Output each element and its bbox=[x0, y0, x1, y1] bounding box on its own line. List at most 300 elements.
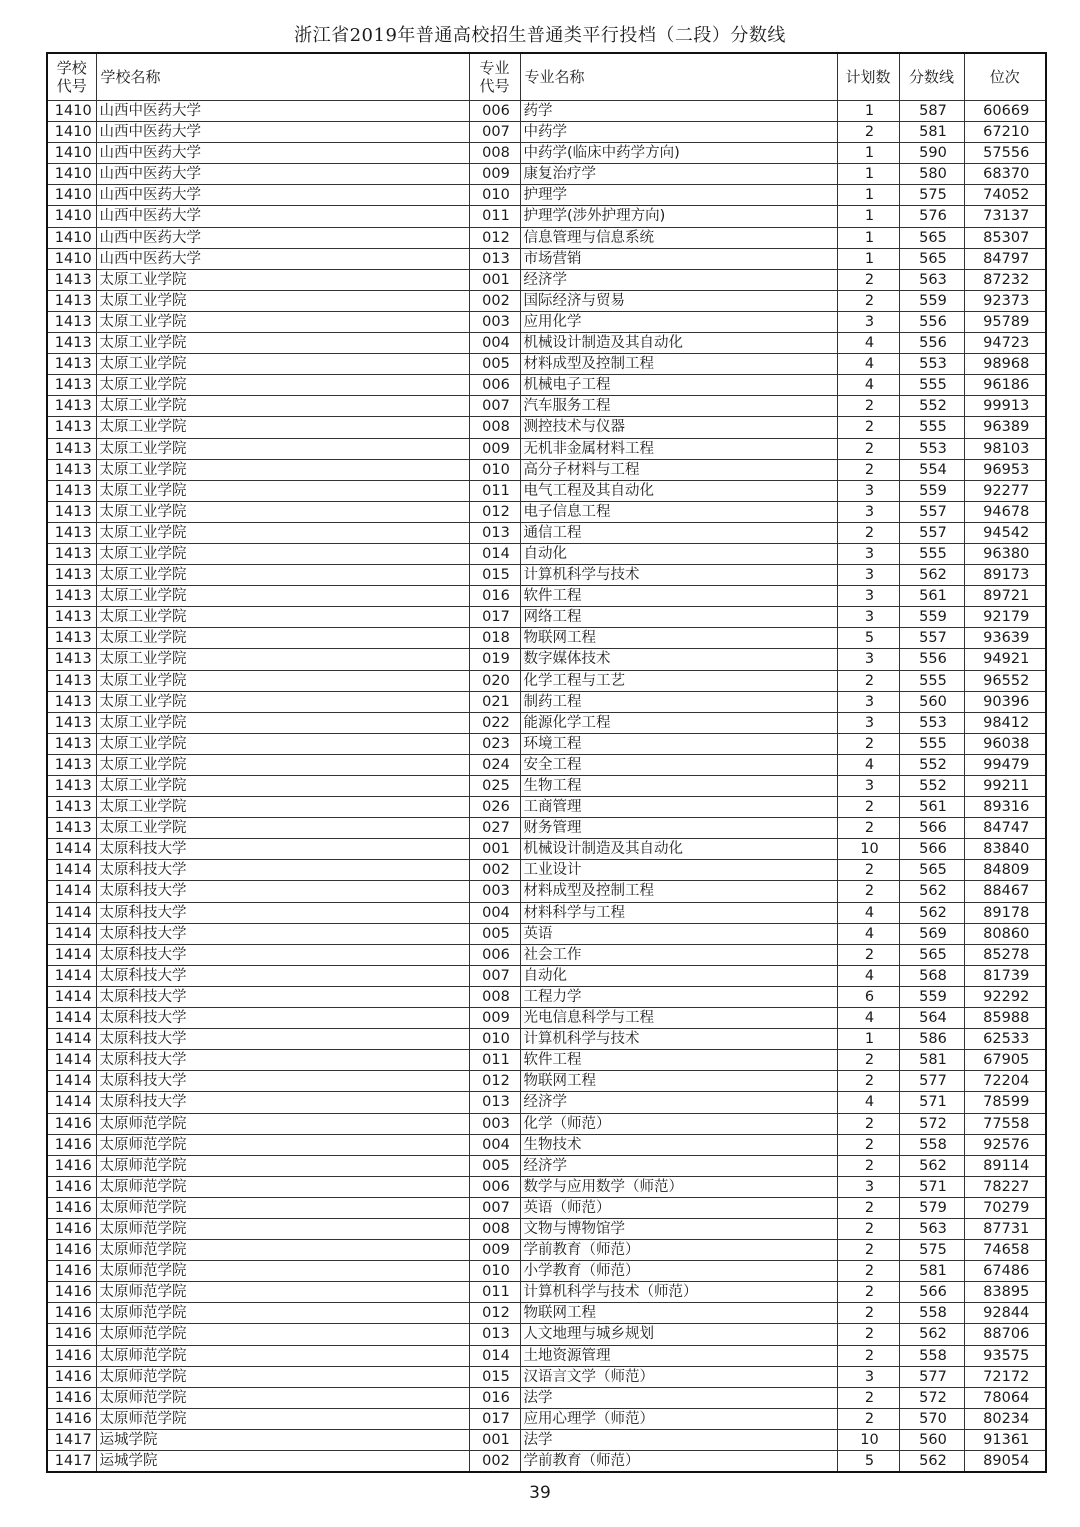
table-row bbox=[47, 1008, 1046, 1029]
cell-score: 566 bbox=[899, 839, 964, 860]
table-row bbox=[47, 902, 1046, 923]
cell-major-name: 网络工程 bbox=[520, 607, 837, 628]
cell-major-name: 电气工程及其自动化 bbox=[520, 480, 837, 501]
cell-major-code: 003 bbox=[469, 311, 520, 332]
cell-major-name: 工商管理 bbox=[520, 797, 837, 818]
table-row bbox=[47, 1071, 1046, 1092]
cell-plan: 10 bbox=[837, 839, 899, 860]
cell-plan: 2 bbox=[837, 1197, 899, 1218]
cell-major-name: 药学 bbox=[520, 101, 837, 122]
cell-school-code: 1416 bbox=[47, 1113, 96, 1134]
table-row bbox=[47, 185, 1046, 206]
cell-plan: 2 bbox=[837, 1134, 899, 1155]
cell-school-code: 1413 bbox=[47, 733, 96, 754]
cell-school-code: 1413 bbox=[47, 776, 96, 797]
cell-major-code: 019 bbox=[469, 649, 520, 670]
cell-rank: 96186 bbox=[964, 375, 1046, 396]
cell-rank: 60669 bbox=[964, 101, 1046, 122]
cell-school-code: 1416 bbox=[47, 1387, 96, 1408]
cell-score: 581 bbox=[899, 122, 964, 143]
cell-plan: 1 bbox=[837, 143, 899, 164]
cell-school-name: 太原师范学院 bbox=[96, 1261, 469, 1282]
cell-school-code: 1413 bbox=[47, 565, 96, 586]
cell-school-code: 1413 bbox=[47, 649, 96, 670]
cell-major-code: 006 bbox=[469, 1176, 520, 1197]
cell-school-name: 太原师范学院 bbox=[96, 1240, 469, 1261]
cell-plan: 4 bbox=[837, 333, 899, 354]
cell-major-name: 环境工程 bbox=[520, 733, 837, 754]
table-row bbox=[47, 1134, 1046, 1155]
cell-school-code: 1413 bbox=[47, 522, 96, 543]
cell-major-name: 人文地理与城乡规划 bbox=[520, 1324, 837, 1345]
cell-score: 571 bbox=[899, 1176, 964, 1197]
cell-score: 575 bbox=[899, 1240, 964, 1261]
table-row bbox=[47, 1324, 1046, 1345]
cell-school-code: 1413 bbox=[47, 691, 96, 712]
cell-school-code: 1416 bbox=[47, 1218, 96, 1239]
cell-major-code: 011 bbox=[469, 1050, 520, 1071]
cell-school-name: 太原师范学院 bbox=[96, 1197, 469, 1218]
cell-rank: 99211 bbox=[964, 776, 1046, 797]
cell-score: 558 bbox=[899, 1303, 964, 1324]
cell-school-code: 1413 bbox=[47, 712, 96, 733]
table-row bbox=[47, 1113, 1046, 1134]
table-row bbox=[47, 227, 1046, 248]
table-row bbox=[47, 860, 1046, 881]
cell-rank: 91361 bbox=[964, 1429, 1046, 1450]
cell-rank: 70279 bbox=[964, 1197, 1046, 1218]
cell-rank: 98103 bbox=[964, 438, 1046, 459]
cell-plan: 3 bbox=[837, 480, 899, 501]
table-row bbox=[47, 396, 1046, 417]
cell-school-name: 太原工业学院 bbox=[96, 628, 469, 649]
cell-major-name: 市场营销 bbox=[520, 248, 837, 269]
table-row bbox=[47, 1451, 1046, 1473]
table-row bbox=[47, 944, 1046, 965]
cell-school-name: 运城学院 bbox=[96, 1451, 469, 1473]
cell-plan: 2 bbox=[837, 1071, 899, 1092]
cell-major-name: 软件工程 bbox=[520, 1050, 837, 1071]
cell-plan: 2 bbox=[837, 417, 899, 438]
header-plan: 计划数 bbox=[837, 53, 899, 101]
cell-major-code: 016 bbox=[469, 586, 520, 607]
cell-score: 579 bbox=[899, 1197, 964, 1218]
cell-school-name: 太原科技大学 bbox=[96, 965, 469, 986]
cell-plan: 2 bbox=[837, 459, 899, 480]
cell-score: 555 bbox=[899, 543, 964, 564]
cell-score: 552 bbox=[899, 754, 964, 775]
cell-score: 557 bbox=[899, 501, 964, 522]
cell-major-name: 机械电子工程 bbox=[520, 375, 837, 396]
table-row bbox=[47, 164, 1046, 185]
cell-school-code: 1414 bbox=[47, 986, 96, 1007]
cell-major-name: 经济学 bbox=[520, 1155, 837, 1176]
table-row bbox=[47, 881, 1046, 902]
cell-plan: 1 bbox=[837, 227, 899, 248]
cell-major-code: 002 bbox=[469, 1451, 520, 1473]
cell-school-code: 1414 bbox=[47, 881, 96, 902]
cell-major-name: 英语（师范） bbox=[520, 1197, 837, 1218]
cell-score: 556 bbox=[899, 649, 964, 670]
cell-rank: 72172 bbox=[964, 1366, 1046, 1387]
cell-major-code: 006 bbox=[469, 101, 520, 122]
cell-school-name: 太原科技大学 bbox=[96, 986, 469, 1007]
cell-school-name: 太原科技大学 bbox=[96, 839, 469, 860]
cell-rank: 84809 bbox=[964, 860, 1046, 881]
cell-score: 576 bbox=[899, 206, 964, 227]
cell-major-code: 007 bbox=[469, 1197, 520, 1218]
cell-school-name: 太原师范学院 bbox=[96, 1113, 469, 1134]
cell-school-name: 太原工业学院 bbox=[96, 269, 469, 290]
cell-school-code: 1416 bbox=[47, 1240, 96, 1261]
cell-plan: 3 bbox=[837, 691, 899, 712]
admission-score-table bbox=[46, 52, 1047, 1473]
cell-school-name: 太原工业学院 bbox=[96, 818, 469, 839]
cell-plan: 1 bbox=[837, 206, 899, 227]
cell-score: 552 bbox=[899, 396, 964, 417]
table-row bbox=[47, 628, 1046, 649]
cell-score: 552 bbox=[899, 776, 964, 797]
cell-major-name: 软件工程 bbox=[520, 586, 837, 607]
cell-score: 559 bbox=[899, 480, 964, 501]
cell-major-code: 002 bbox=[469, 290, 520, 311]
cell-major-name: 英语 bbox=[520, 923, 837, 944]
cell-school-code: 1413 bbox=[47, 396, 96, 417]
cell-plan: 3 bbox=[837, 501, 899, 522]
cell-school-code: 1416 bbox=[47, 1408, 96, 1429]
cell-major-code: 017 bbox=[469, 1408, 520, 1429]
cell-school-name: 太原工业学院 bbox=[96, 417, 469, 438]
cell-school-name: 太原工业学院 bbox=[96, 290, 469, 311]
cell-rank: 90396 bbox=[964, 691, 1046, 712]
cell-rank: 94723 bbox=[964, 333, 1046, 354]
cell-rank: 74052 bbox=[964, 185, 1046, 206]
cell-school-code: 1414 bbox=[47, 923, 96, 944]
cell-major-code: 020 bbox=[469, 670, 520, 691]
cell-school-name: 太原师范学院 bbox=[96, 1345, 469, 1366]
cell-plan: 4 bbox=[837, 923, 899, 944]
cell-school-code: 1414 bbox=[47, 1092, 96, 1113]
cell-school-code: 1413 bbox=[47, 628, 96, 649]
cell-score: 562 bbox=[899, 1155, 964, 1176]
cell-rank: 99913 bbox=[964, 396, 1046, 417]
table-row bbox=[47, 248, 1046, 269]
cell-major-name: 应用心理学（师范） bbox=[520, 1408, 837, 1429]
cell-plan: 2 bbox=[837, 944, 899, 965]
cell-school-name: 山西中医药大学 bbox=[96, 248, 469, 269]
cell-plan: 2 bbox=[837, 1155, 899, 1176]
table-row bbox=[47, 586, 1046, 607]
cell-score: 565 bbox=[899, 860, 964, 881]
cell-major-name: 文物与博物馆学 bbox=[520, 1218, 837, 1239]
cell-major-code: 010 bbox=[469, 185, 520, 206]
page-number: 39 bbox=[529, 1483, 551, 1503]
cell-major-code: 012 bbox=[469, 1303, 520, 1324]
cell-school-code: 1417 bbox=[47, 1429, 96, 1450]
cell-school-code: 1413 bbox=[47, 797, 96, 818]
cell-major-code: 012 bbox=[469, 501, 520, 522]
cell-major-name: 社会工作 bbox=[520, 944, 837, 965]
cell-rank: 95789 bbox=[964, 311, 1046, 332]
cell-plan: 5 bbox=[837, 1451, 899, 1473]
cell-school-code: 1414 bbox=[47, 1071, 96, 1092]
cell-plan: 4 bbox=[837, 1008, 899, 1029]
table-row bbox=[47, 417, 1046, 438]
cell-score: 560 bbox=[899, 1429, 964, 1450]
cell-score: 553 bbox=[899, 712, 964, 733]
cell-score: 571 bbox=[899, 1092, 964, 1113]
cell-major-name: 法学 bbox=[520, 1387, 837, 1408]
cell-major-name: 生物技术 bbox=[520, 1134, 837, 1155]
cell-major-name: 法学 bbox=[520, 1429, 837, 1450]
cell-plan: 2 bbox=[837, 797, 899, 818]
cell-school-code: 1413 bbox=[47, 480, 96, 501]
cell-plan: 3 bbox=[837, 311, 899, 332]
table-row bbox=[47, 1282, 1046, 1303]
cell-school-code: 1410 bbox=[47, 101, 96, 122]
cell-major-name: 汽车服务工程 bbox=[520, 396, 837, 417]
cell-major-name: 化学（师范） bbox=[520, 1113, 837, 1134]
cell-school-name: 太原工业学院 bbox=[96, 501, 469, 522]
cell-major-name: 中药学 bbox=[520, 122, 837, 143]
cell-major-code: 006 bbox=[469, 944, 520, 965]
table-row bbox=[47, 522, 1046, 543]
cell-rank: 96380 bbox=[964, 543, 1046, 564]
cell-plan: 2 bbox=[837, 1408, 899, 1429]
cell-score: 587 bbox=[899, 101, 964, 122]
cell-rank: 99479 bbox=[964, 754, 1046, 775]
cell-score: 557 bbox=[899, 522, 964, 543]
cell-score: 564 bbox=[899, 1008, 964, 1029]
cell-school-name: 太原师范学院 bbox=[96, 1176, 469, 1197]
cell-major-code: 026 bbox=[469, 797, 520, 818]
cell-plan: 3 bbox=[837, 543, 899, 564]
cell-school-name: 太原科技大学 bbox=[96, 1071, 469, 1092]
cell-plan: 2 bbox=[837, 1261, 899, 1282]
cell-school-name: 山西中医药大学 bbox=[96, 101, 469, 122]
cell-school-name: 太原师范学院 bbox=[96, 1408, 469, 1429]
cell-major-code: 008 bbox=[469, 143, 520, 164]
header-school-code-line1: 学校 bbox=[56, 59, 87, 77]
cell-rank: 67210 bbox=[964, 122, 1046, 143]
cell-school-code: 1410 bbox=[47, 164, 96, 185]
page-title: 浙江省2019年普通高校招生普通类平行投档（二段）分数线 bbox=[294, 25, 786, 46]
cell-major-code: 015 bbox=[469, 1366, 520, 1387]
cell-school-code: 1413 bbox=[47, 290, 96, 311]
cell-major-name: 材料成型及控制工程 bbox=[520, 881, 837, 902]
cell-school-name: 运城学院 bbox=[96, 1429, 469, 1450]
cell-major-name: 工业设计 bbox=[520, 860, 837, 881]
cell-school-code: 1413 bbox=[47, 754, 96, 775]
cell-rank: 89721 bbox=[964, 586, 1046, 607]
cell-major-name: 机械设计制造及其自动化 bbox=[520, 839, 837, 860]
cell-score: 570 bbox=[899, 1408, 964, 1429]
cell-rank: 92844 bbox=[964, 1303, 1046, 1324]
cell-rank: 94678 bbox=[964, 501, 1046, 522]
cell-plan: 3 bbox=[837, 776, 899, 797]
cell-score: 563 bbox=[899, 269, 964, 290]
cell-major-name: 计算机科学与技术（师范） bbox=[520, 1282, 837, 1303]
cell-major-code: 006 bbox=[469, 375, 520, 396]
cell-major-name: 应用化学 bbox=[520, 311, 837, 332]
table-body bbox=[47, 101, 1046, 1473]
cell-plan: 3 bbox=[837, 586, 899, 607]
cell-rank: 85278 bbox=[964, 944, 1046, 965]
cell-major-code: 004 bbox=[469, 902, 520, 923]
cell-plan: 2 bbox=[837, 1345, 899, 1366]
cell-score: 572 bbox=[899, 1387, 964, 1408]
cell-score: 558 bbox=[899, 1345, 964, 1366]
cell-major-code: 008 bbox=[469, 417, 520, 438]
cell-major-code: 009 bbox=[469, 1008, 520, 1029]
cell-rank: 67486 bbox=[964, 1261, 1046, 1282]
cell-score: 569 bbox=[899, 923, 964, 944]
cell-score: 562 bbox=[899, 1324, 964, 1345]
cell-school-name: 太原师范学院 bbox=[96, 1303, 469, 1324]
cell-major-code: 001 bbox=[469, 1429, 520, 1450]
cell-school-name: 太原科技大学 bbox=[96, 923, 469, 944]
cell-plan: 2 bbox=[837, 860, 899, 881]
cell-major-code: 009 bbox=[469, 438, 520, 459]
cell-major-name: 物联网工程 bbox=[520, 1071, 837, 1092]
table-row bbox=[47, 923, 1046, 944]
cell-score: 555 bbox=[899, 417, 964, 438]
cell-score: 561 bbox=[899, 586, 964, 607]
cell-score: 562 bbox=[899, 565, 964, 586]
table-row bbox=[47, 1092, 1046, 1113]
cell-major-code: 013 bbox=[469, 1092, 520, 1113]
cell-school-code: 1410 bbox=[47, 227, 96, 248]
cell-school-code: 1410 bbox=[47, 185, 96, 206]
cell-plan: 2 bbox=[837, 818, 899, 839]
cell-major-name: 工程力学 bbox=[520, 986, 837, 1007]
cell-major-name: 生物工程 bbox=[520, 776, 837, 797]
cell-school-code: 1416 bbox=[47, 1282, 96, 1303]
cell-score: 562 bbox=[899, 902, 964, 923]
cell-major-name: 电子信息工程 bbox=[520, 501, 837, 522]
cell-school-code: 1416 bbox=[47, 1345, 96, 1366]
cell-school-code: 1414 bbox=[47, 944, 96, 965]
cell-plan: 2 bbox=[837, 1218, 899, 1239]
cell-major-code: 011 bbox=[469, 1282, 520, 1303]
cell-school-code: 1414 bbox=[47, 839, 96, 860]
header-school-code bbox=[47, 53, 96, 101]
cell-school-name: 太原工业学院 bbox=[96, 333, 469, 354]
cell-school-name: 太原工业学院 bbox=[96, 712, 469, 733]
cell-score: 555 bbox=[899, 375, 964, 396]
table-row bbox=[47, 797, 1046, 818]
table-row bbox=[47, 1303, 1046, 1324]
cell-major-name: 国际经济与贸易 bbox=[520, 290, 837, 311]
cell-rank: 89178 bbox=[964, 902, 1046, 923]
cell-plan: 4 bbox=[837, 754, 899, 775]
cell-school-name: 太原科技大学 bbox=[96, 902, 469, 923]
cell-school-name: 太原师范学院 bbox=[96, 1134, 469, 1155]
cell-plan: 2 bbox=[837, 269, 899, 290]
cell-major-name: 护理学 bbox=[520, 185, 837, 206]
cell-major-name: 小学教育（师范） bbox=[520, 1261, 837, 1282]
cell-school-code: 1413 bbox=[47, 375, 96, 396]
cell-school-name: 太原工业学院 bbox=[96, 354, 469, 375]
cell-major-name: 土地资源管理 bbox=[520, 1345, 837, 1366]
cell-major-name: 光电信息科学与工程 bbox=[520, 1008, 837, 1029]
cell-school-code: 1414 bbox=[47, 1008, 96, 1029]
cell-score: 577 bbox=[899, 1071, 964, 1092]
cell-rank: 83895 bbox=[964, 1282, 1046, 1303]
cell-major-code: 011 bbox=[469, 206, 520, 227]
cell-major-name: 自动化 bbox=[520, 965, 837, 986]
cell-rank: 94542 bbox=[964, 522, 1046, 543]
cell-rank: 88706 bbox=[964, 1324, 1046, 1345]
table-row bbox=[47, 1029, 1046, 1050]
cell-school-name: 太原工业学院 bbox=[96, 459, 469, 480]
cell-school-name: 太原工业学院 bbox=[96, 776, 469, 797]
cell-school-code: 1414 bbox=[47, 1029, 96, 1050]
cell-major-name: 能源化学工程 bbox=[520, 712, 837, 733]
cell-major-name: 自动化 bbox=[520, 543, 837, 564]
cell-plan: 2 bbox=[837, 1387, 899, 1408]
cell-major-code: 005 bbox=[469, 923, 520, 944]
cell-major-code: 010 bbox=[469, 459, 520, 480]
cell-major-name: 经济学 bbox=[520, 1092, 837, 1113]
cell-rank: 85988 bbox=[964, 1008, 1046, 1029]
cell-rank: 89316 bbox=[964, 797, 1046, 818]
cell-major-code: 001 bbox=[469, 269, 520, 290]
cell-plan: 1 bbox=[837, 101, 899, 122]
cell-rank: 89114 bbox=[964, 1155, 1046, 1176]
cell-major-name: 物联网工程 bbox=[520, 1303, 837, 1324]
cell-rank: 89173 bbox=[964, 565, 1046, 586]
cell-rank: 93639 bbox=[964, 628, 1046, 649]
cell-score: 565 bbox=[899, 227, 964, 248]
table-row bbox=[47, 1261, 1046, 1282]
table-row bbox=[47, 818, 1046, 839]
cell-school-code: 1416 bbox=[47, 1176, 96, 1197]
cell-plan: 4 bbox=[837, 965, 899, 986]
cell-rank: 74658 bbox=[964, 1240, 1046, 1261]
cell-major-code: 003 bbox=[469, 1113, 520, 1134]
cell-score: 563 bbox=[899, 1218, 964, 1239]
cell-school-name: 太原工业学院 bbox=[96, 733, 469, 754]
cell-plan: 4 bbox=[837, 375, 899, 396]
cell-rank: 92373 bbox=[964, 290, 1046, 311]
cell-school-name: 山西中医药大学 bbox=[96, 143, 469, 164]
table-row bbox=[47, 290, 1046, 311]
cell-school-code: 1413 bbox=[47, 438, 96, 459]
cell-school-name: 太原工业学院 bbox=[96, 522, 469, 543]
cell-plan: 2 bbox=[837, 290, 899, 311]
cell-rank: 77558 bbox=[964, 1113, 1046, 1134]
cell-major-name: 制药工程 bbox=[520, 691, 837, 712]
cell-major-code: 007 bbox=[469, 396, 520, 417]
cell-rank: 73137 bbox=[964, 206, 1046, 227]
cell-school-name: 太原工业学院 bbox=[96, 311, 469, 332]
cell-rank: 84747 bbox=[964, 818, 1046, 839]
cell-rank: 80860 bbox=[964, 923, 1046, 944]
cell-major-code: 013 bbox=[469, 522, 520, 543]
cell-school-name: 太原科技大学 bbox=[96, 944, 469, 965]
header-major-code-line2: 代号 bbox=[479, 77, 510, 95]
cell-rank: 92292 bbox=[964, 986, 1046, 1007]
cell-score: 553 bbox=[899, 438, 964, 459]
cell-school-name: 太原工业学院 bbox=[96, 586, 469, 607]
cell-school-code: 1414 bbox=[47, 965, 96, 986]
cell-score: 577 bbox=[899, 1366, 964, 1387]
cell-plan: 2 bbox=[837, 1303, 899, 1324]
cell-plan: 2 bbox=[837, 1113, 899, 1134]
table-row bbox=[47, 333, 1046, 354]
cell-plan: 2 bbox=[837, 670, 899, 691]
